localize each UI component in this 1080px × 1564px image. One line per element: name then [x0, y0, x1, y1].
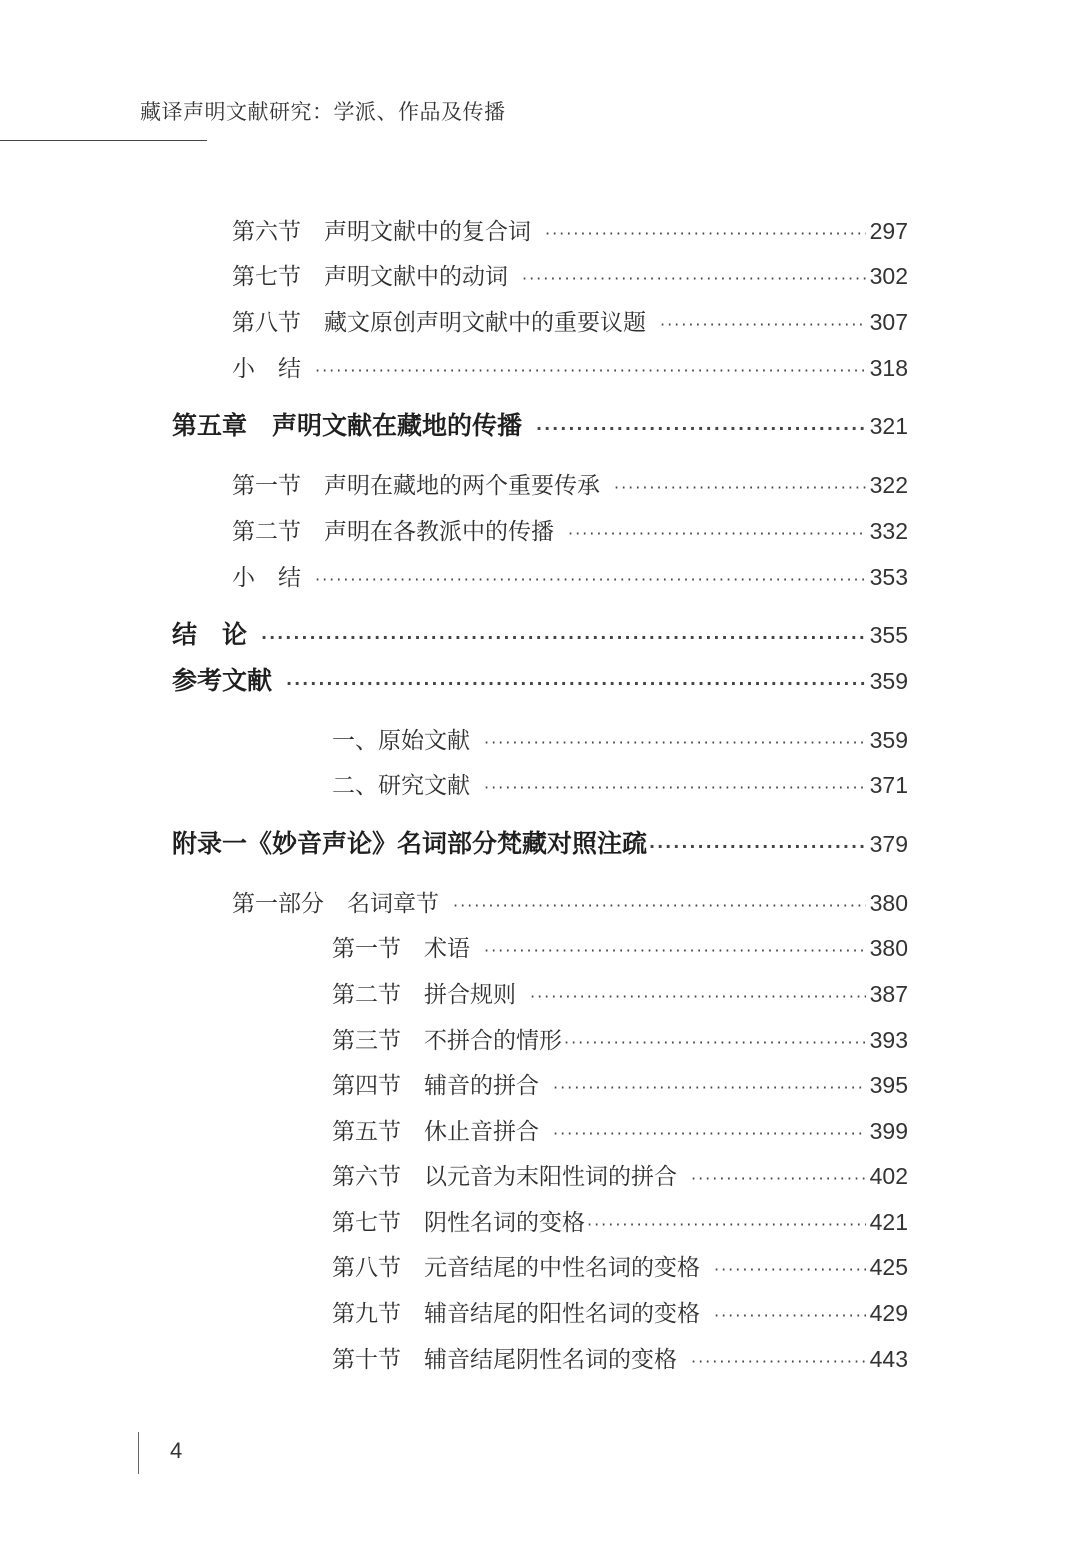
- toc-entry-title: 第一节 声明在藏地的两个重要传承: [232, 473, 600, 499]
- dot-leader: [315, 563, 866, 597]
- dot-leader: [536, 412, 866, 446]
- dot-leader: [484, 771, 866, 805]
- toc-entry-title: 第七节 声明文献中的动词: [232, 264, 508, 290]
- toc-chapter-entry[interactable]: [172, 409, 908, 443]
- toc-entry-title: 第一节 术语: [332, 936, 470, 962]
- toc-entry-page: 359: [869, 727, 908, 753]
- toc-entry-page: 443: [869, 1346, 908, 1372]
- toc-entry-page: 393: [869, 1027, 908, 1053]
- toc-entry-title: 第二节 声明在各教派中的传播: [232, 519, 554, 545]
- dot-leader: [714, 1253, 866, 1287]
- dot-leader: [522, 262, 866, 296]
- toc-entry-title: 第六节 声明文献中的复合词: [232, 219, 531, 245]
- toc-entry-title: 附录一《妙音声论》名词部分梵藏对照注疏: [172, 829, 648, 858]
- toc-entry[interactable]: [332, 1342, 908, 1376]
- toc-entry-page: 425: [869, 1254, 908, 1280]
- toc-entry-title: 第一部分 名词章节: [232, 891, 439, 917]
- dot-leader: [286, 667, 866, 701]
- toc-entry[interactable]: [332, 768, 908, 802]
- toc-entry-title: 二、研究文献: [332, 773, 470, 799]
- dot-leader: [691, 1162, 866, 1196]
- dot-leader: [714, 1299, 866, 1333]
- toc-entry[interactable]: [332, 723, 908, 757]
- toc-entry-page: 387: [869, 981, 908, 1007]
- dot-leader: [553, 1071, 866, 1105]
- toc-entry-title: 小 结: [232, 356, 301, 382]
- toc-entry-page: 380: [869, 890, 908, 916]
- toc-entry-page: 402: [869, 1163, 908, 1189]
- toc-entry[interactable]: [332, 1068, 908, 1102]
- page-number: 4: [170, 1438, 183, 1463]
- toc-chapter-entry[interactable]: [172, 618, 908, 652]
- toc-entry[interactable]: [332, 1159, 908, 1193]
- dot-leader: [660, 308, 866, 342]
- toc-entry[interactable]: [232, 351, 908, 385]
- dot-leader: [261, 621, 866, 655]
- toc-entry[interactable]: [332, 977, 908, 1011]
- toc-entry[interactable]: [232, 514, 908, 548]
- toc-entry-page: 359: [869, 668, 908, 694]
- toc-entry[interactable]: [332, 1114, 908, 1148]
- dot-leader: [614, 471, 866, 505]
- dot-leader: [545, 217, 866, 251]
- toc-entry-title: 第三节 不拼合的情形: [332, 1028, 562, 1054]
- toc-entry-page: 332: [869, 518, 908, 544]
- toc-entry[interactable]: [332, 1296, 908, 1330]
- toc-chapter-entry[interactable]: [172, 664, 908, 698]
- toc-entry-page: 353: [869, 564, 908, 590]
- toc-entry[interactable]: [232, 305, 908, 339]
- toc-entry[interactable]: [232, 259, 908, 293]
- toc-entry-title: 第四节 辅音的拼合: [332, 1073, 539, 1099]
- toc-entry[interactable]: [332, 1250, 908, 1284]
- toc-entry[interactable]: [232, 886, 908, 920]
- toc-entry-page: 421: [869, 1209, 908, 1235]
- dot-leader: [649, 830, 866, 864]
- dot-leader: [553, 1117, 866, 1151]
- toc-chapter-entry[interactable]: [172, 827, 908, 861]
- toc-entry-title: 第二节 拼合规则: [332, 982, 516, 1008]
- dot-leader: [484, 934, 866, 968]
- running-head: 藏译声明文献研究：学派、作品及传播: [140, 100, 506, 124]
- toc-entry-title: 第六节 以元音为末阳性词的拼合: [332, 1164, 677, 1190]
- toc-entry-page: 321: [869, 413, 908, 439]
- toc-entry-title: 参考文献: [172, 666, 273, 695]
- toc-entry[interactable]: [232, 468, 908, 502]
- toc-entry-title: 结 论: [172, 620, 248, 649]
- toc-entry-page: 399: [869, 1118, 908, 1144]
- footer-rule: [138, 1432, 139, 1474]
- dot-leader: [315, 354, 866, 388]
- dot-leader: [453, 889, 866, 923]
- toc-entry-page: 322: [869, 472, 908, 498]
- toc-entry-page: 380: [869, 935, 908, 961]
- toc-entry[interactable]: [332, 1023, 908, 1057]
- toc-entry[interactable]: [232, 214, 908, 248]
- toc-entry-page: 318: [869, 355, 908, 381]
- dot-leader: [691, 1345, 866, 1379]
- toc-entry-title: 第八节 元音结尾的中性名词的变格: [332, 1255, 700, 1281]
- toc-entry-page: 302: [869, 263, 908, 289]
- toc-entry-page: 355: [869, 622, 908, 648]
- toc-entry-title: 第十节 辅音结尾阴性名词的变格: [332, 1347, 677, 1373]
- toc-entry-title: 一、原始文献: [332, 728, 470, 754]
- toc-entry[interactable]: [232, 560, 908, 594]
- dot-leader: [564, 1026, 866, 1060]
- toc-entry-page: 395: [869, 1072, 908, 1098]
- toc-entry-title: 第八节 藏文原创声明文献中的重要议题: [232, 310, 646, 336]
- dot-leader: [484, 726, 866, 760]
- dot-leader: [568, 517, 866, 551]
- toc-entry-title: 第九节 辅音结尾的阳性名词的变格: [332, 1301, 700, 1327]
- toc-entry[interactable]: [332, 931, 908, 965]
- toc-entry-page: 379: [869, 831, 908, 857]
- toc-entry-page: 429: [869, 1300, 908, 1326]
- toc-entry-page: 297: [869, 218, 908, 244]
- toc-entry-page: 371: [869, 772, 908, 798]
- toc-entry-title: 第七节 阴性名词的变格: [332, 1210, 585, 1236]
- toc-entry-title: 第五章 声明文献在藏地的传播: [172, 411, 523, 440]
- toc-entry-title: 第五节 休止音拼合: [332, 1119, 539, 1145]
- dot-leader: [587, 1208, 866, 1242]
- dot-leader: [530, 980, 866, 1014]
- toc-entry[interactable]: [332, 1205, 908, 1239]
- toc-entry-title: 小 结: [232, 565, 301, 591]
- toc-entry-page: 307: [869, 309, 908, 335]
